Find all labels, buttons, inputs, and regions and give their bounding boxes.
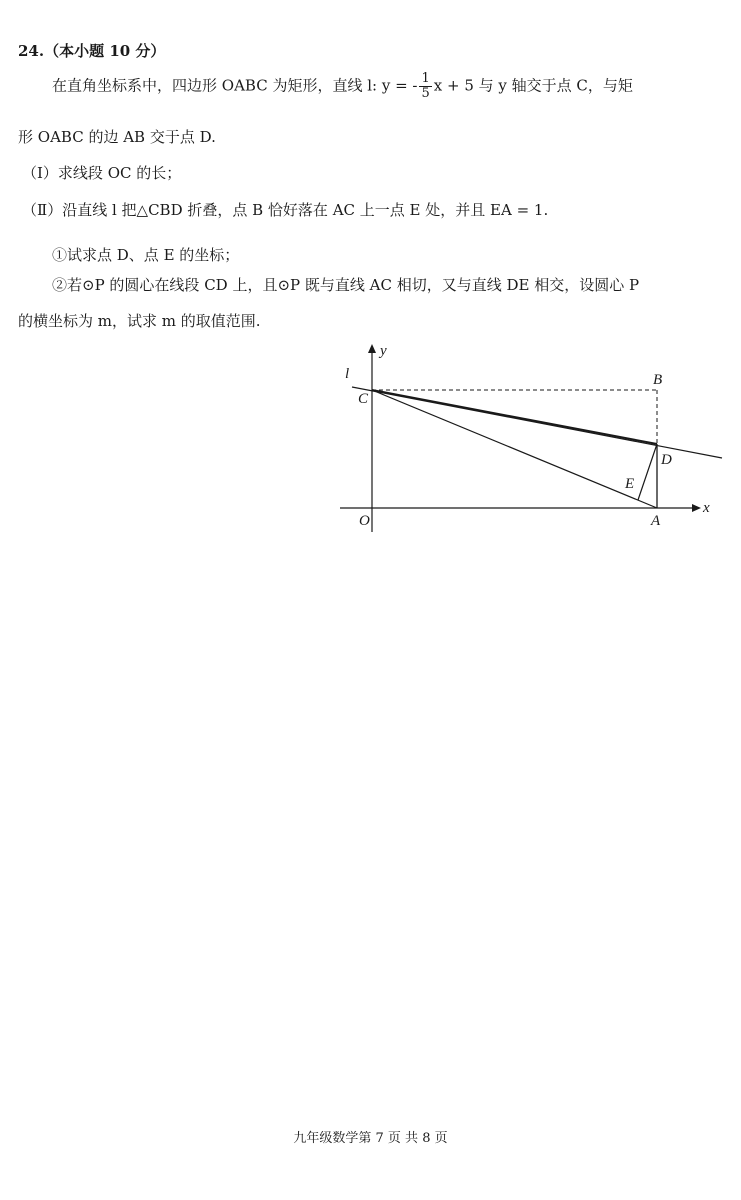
- question-sub-2-line1: ②若⊙P 的圆心在线段 CD 上，且⊙P 既与直线 AC 相切，又与直线 DE 相交，设圆心 P: [52, 276, 640, 294]
- question-sub-1: ①试求点 D、点 E 的坐标；: [52, 246, 240, 264]
- fraction-denominator: 5: [421, 86, 430, 101]
- intro-before-fraction: 在直角坐标系中，四边形 OABC 为矩形，直线 l: y = -: [52, 76, 418, 95]
- segment-CA: [372, 390, 657, 508]
- label-point-D: D: [661, 452, 672, 468]
- question-part-2: （Ⅱ）沿直线 l 把△CBD 折叠，点 B 恰好落在 AC 上一点 E 处，并且 EA = 1.: [22, 201, 549, 219]
- label-x-axis: x: [703, 500, 710, 516]
- label-line-l: l: [345, 366, 350, 382]
- segment-CD: [372, 390, 657, 444]
- question-header: 24.（本小题 10 分）: [18, 42, 166, 60]
- label-point-O: O: [359, 513, 370, 529]
- question-part-1: （Ⅰ）求线段 OC 的长；: [22, 164, 182, 182]
- label-point-E: E: [625, 476, 635, 492]
- label-point-B: B: [653, 372, 663, 388]
- fraction-one-fifth: [419, 72, 431, 101]
- question-sub-2-line2: 的横坐标为 m，试求 m 的取值范围.: [18, 312, 261, 330]
- question-intro-line1: [52, 72, 633, 101]
- y-axis-arrow: [368, 344, 376, 353]
- intro-after-fraction: x + 5 与 y 轴交于点 C，与矩: [433, 76, 633, 95]
- label-point-C: C: [358, 391, 369, 407]
- label-y-axis: y: [380, 343, 387, 359]
- question-intro-line2: 形 OABC 的边 AB 交于点 D.: [18, 128, 216, 146]
- x-axis-arrow: [692, 504, 701, 512]
- fraction-numerator: 1: [421, 71, 430, 86]
- geometry-figure: [335, 340, 730, 540]
- segment-DE: [638, 444, 657, 500]
- page-footer: 九年级数学第 7 页 共 8 页: [293, 1131, 448, 1146]
- label-point-A: A: [651, 513, 661, 529]
